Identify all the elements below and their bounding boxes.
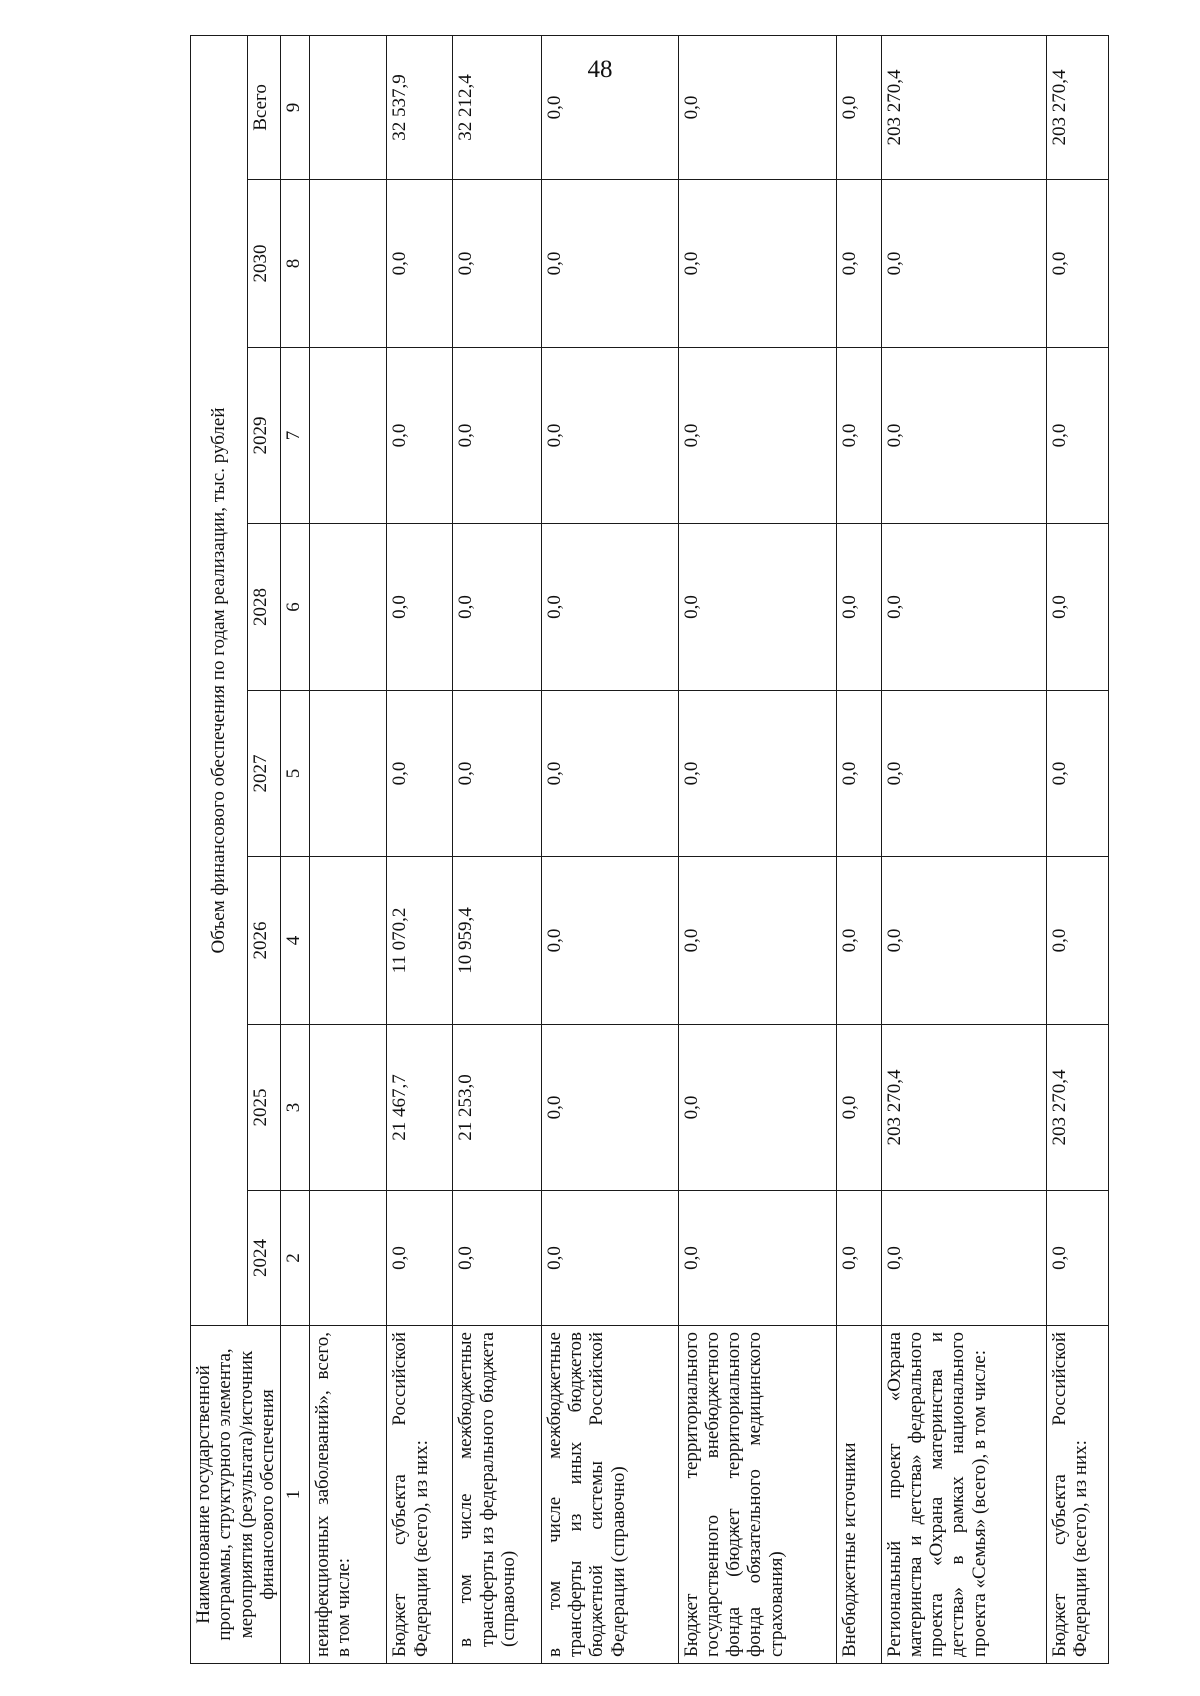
cell-value [310, 1025, 387, 1191]
cell-value: 0,0 [678, 1191, 837, 1326]
table-row [387, 35, 453, 1663]
cell-value [310, 348, 387, 524]
row-label: в том числе межбюджетные трансферты из иных бюджетов бюджетной системы Российской Федерации (справочно) [541, 1326, 678, 1664]
row-label: Внебюджетные источники [837, 1326, 881, 1664]
column-number: 5 [281, 691, 310, 857]
cell-value: 0,0 [837, 1025, 881, 1191]
cell-value [310, 1191, 387, 1326]
cell-value: 0,0 [387, 524, 453, 691]
year-header: 2027 [248, 691, 281, 857]
page-number: 48 [587, 56, 613, 83]
cell-value: 0,0 [453, 1191, 541, 1326]
cell-value: 32 537,9 [387, 35, 453, 179]
table-row [837, 35, 881, 1663]
cell-value: 203 270,4 [1046, 1025, 1108, 1191]
table-row [881, 35, 1046, 1663]
table-row [541, 35, 678, 1663]
cell-value: 0,0 [541, 35, 678, 179]
cell-value [310, 180, 387, 348]
cell-value: 32 212,4 [453, 35, 541, 179]
cell-value: 0,0 [453, 180, 541, 348]
table-row [453, 35, 541, 1663]
cell-value: 0,0 [387, 180, 453, 348]
row-label: Бюджет территориального государственного внебюджетного фонда (бюджет территориального фонда обязательного медицинского страхования) [678, 1326, 837, 1664]
cell-value: 0,0 [837, 524, 881, 691]
column-number: 6 [281, 524, 310, 691]
cell-value: 0,0 [678, 524, 837, 691]
row-label: Бюджет субъекта Российской Федерации (всего), из них: [1046, 1326, 1108, 1664]
year-header: 2028 [248, 524, 281, 691]
year-header: 2030 [248, 180, 281, 348]
row-label: в том числе межбюджетные трансферты из федерального бюджета (справочно) [453, 1326, 541, 1664]
cell-value: 203 270,4 [1046, 35, 1108, 179]
column-number: 9 [281, 35, 310, 179]
cell-value: 203 270,4 [881, 35, 1046, 179]
cell-value: 0,0 [453, 691, 541, 857]
cell-value: 10 959,4 [453, 857, 541, 1025]
financing-table [190, 35, 1109, 1664]
cell-value: 0,0 [541, 524, 678, 691]
cell-value: 0,0 [387, 1191, 453, 1326]
cell-value: 0,0 [881, 691, 1046, 857]
cell-value: 0,0 [837, 691, 881, 857]
cell-value: 0,0 [1046, 857, 1108, 1025]
cell-value: 0,0 [837, 857, 881, 1025]
cell-value: 0,0 [541, 1025, 678, 1191]
cell-value: 0,0 [678, 1025, 837, 1191]
cell-value: 0,0 [1046, 180, 1108, 348]
column-number: 7 [281, 348, 310, 524]
financing-group-header: Объем финансового обеспечения по годам реализации, тыс. рублей [191, 35, 248, 1325]
cell-value: 21 467,7 [387, 1025, 453, 1191]
cell-value: 21 253,0 [453, 1025, 541, 1191]
header-row-group [191, 35, 248, 1663]
cell-value: 203 270,4 [881, 1025, 1046, 1191]
cell-value: 0,0 [1046, 1191, 1108, 1326]
cell-value: 0,0 [1046, 691, 1108, 857]
column-number: 8 [281, 180, 310, 348]
column-number: 1 [281, 1326, 310, 1664]
cell-value: 0,0 [837, 1191, 881, 1326]
cell-value: 0,0 [541, 1191, 678, 1326]
cell-value: 0,0 [453, 524, 541, 691]
cell-value: 0,0 [387, 348, 453, 524]
cell-value: 0,0 [541, 691, 678, 857]
cell-value: 0,0 [678, 691, 837, 857]
cell-value: 0,0 [678, 348, 837, 524]
cell-value: 0,0 [387, 691, 453, 857]
cell-value: 0,0 [881, 348, 1046, 524]
cell-value: 0,0 [881, 524, 1046, 691]
cell-value: 0,0 [678, 35, 837, 179]
cell-value: 0,0 [837, 35, 881, 179]
row-label: Бюджет субъекта Российской Федерации (всего), из них: [387, 1326, 453, 1664]
cell-value: 0,0 [678, 857, 837, 1025]
cell-value [310, 857, 387, 1025]
table-row [1046, 35, 1108, 1663]
cell-value: 11 070,2 [387, 857, 453, 1025]
table-row [678, 35, 837, 1663]
cell-value [310, 691, 387, 857]
year-header: 2025 [248, 1025, 281, 1191]
cell-value: 0,0 [678, 180, 837, 348]
cell-value: 0,0 [1046, 524, 1108, 691]
cell-value: 0,0 [881, 180, 1046, 348]
total-header: Всего [248, 35, 281, 179]
table-row [310, 35, 387, 1663]
column-number: 2 [281, 1191, 310, 1326]
row-label: Региональный проект «Охрана материнства и детства» федерального проекта «Охрана материнства и детства» в рамках национального проекта «Семья» (всего), в том числе: [881, 1326, 1046, 1664]
year-header: 2029 [248, 348, 281, 524]
column-number-row [281, 35, 310, 1663]
cell-value: 0,0 [541, 180, 678, 348]
cell-value: 0,0 [881, 857, 1046, 1025]
year-header: 2024 [248, 1191, 281, 1326]
row-label: неинфекционных заболеваний», всего, в том числе: [310, 1326, 387, 1664]
column-number: 4 [281, 857, 310, 1025]
column-number: 3 [281, 1025, 310, 1191]
cell-value [310, 35, 387, 179]
cell-value: 0,0 [541, 857, 678, 1025]
cell-value [310, 524, 387, 691]
cell-value: 0,0 [881, 1191, 1046, 1326]
cell-value: 0,0 [541, 348, 678, 524]
name-column-header: Наименование государственной программы, структурного элемента, мероприятия (результата)/источник финансового обеспечения [191, 1326, 281, 1664]
cell-value: 0,0 [453, 348, 541, 524]
cell-value: 0,0 [837, 180, 881, 348]
cell-value: 0,0 [1046, 348, 1108, 524]
cell-value: 0,0 [837, 348, 881, 524]
year-header: 2026 [248, 857, 281, 1025]
